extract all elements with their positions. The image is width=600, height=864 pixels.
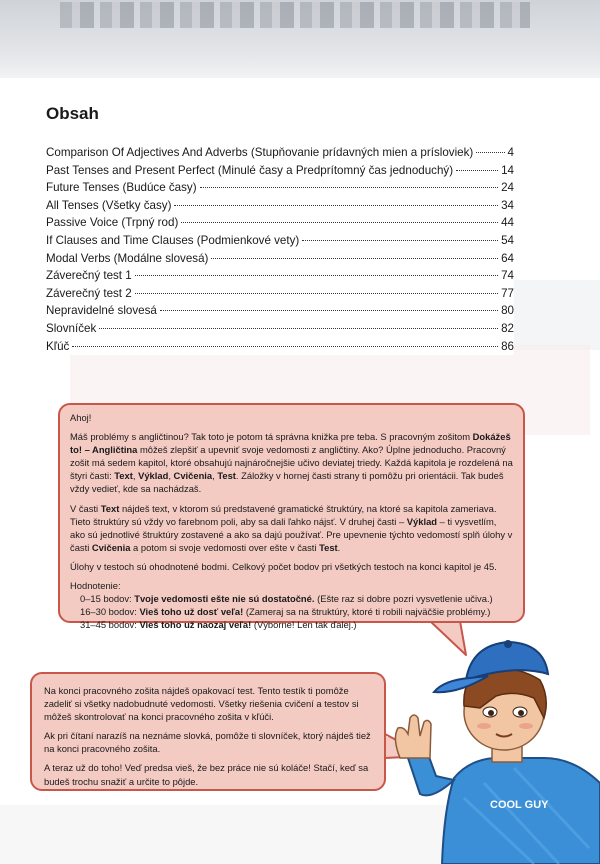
toc-entry (46, 232, 514, 250)
outro-paragraph: Na konci pracovného zošita nájdeš opakovací test. Tento testík ti pomôže zadeliť si všetky nadobudnuté vedomosti. Všetky riešenia cvičení a testov si môžeš skontrolovať na konci pracovného zošita v kľúči. (44, 685, 359, 723)
toc-leader-dots (476, 152, 504, 153)
toc-entry-title: Past Tenses and Present Perfect (Minulé časy a Predprítomný čas jednoduchý) (46, 163, 454, 177)
table-of-contents (46, 104, 514, 355)
toc-entry (46, 302, 514, 320)
toc-entry-title: Future Tenses (Budúce časy) (46, 181, 197, 195)
toc-leader-dots (211, 258, 498, 259)
toc-page-number: 14 (501, 163, 514, 177)
toc-leader-dots (135, 293, 498, 294)
top-page-strip (0, 0, 600, 78)
structure-paragraph: V časti Text nájdeš text, v ktorom sú predstavené gramatické štruktúry, na ktoré sa kapitola zameriava. Tieto štruktúry sú vždy vo farebnom poli, aby sa dali ľahko nájsť. V druhej časti – Výklad – ti vysvetlím, ako sú jednotlivé štruktúry zostavené a ako sa dajú používať. Pre upevnenie týchto vedomostí splň úlohy v časti Cvičenia a potom si svoje vedomosti over ešte v časti Test. (70, 502, 513, 553)
outro-paragraph: A teraz už do toho! Veď predsa vieš, že bez práce nie sú koláče! Stačí, keď sa budeš trochu snažiť a určite to pôjde. (44, 762, 369, 787)
toc-entry-title: Passive Voice (Trpný rod) (46, 216, 179, 230)
toc-page-number: 74 (501, 269, 514, 283)
toc-entry (46, 267, 514, 285)
toc-entry-title: If Clauses and Time Clauses (Podmienkové vety) (46, 233, 300, 247)
points-paragraph: Úlohy v testoch sú ohodnotené bodmi. Celkový počet bodov pri všetkých testoch na konci kapitol je 45. (70, 560, 497, 572)
toc-leader-dots (174, 205, 498, 206)
toc-entry (46, 338, 514, 356)
toc-entry-title: Záverečný test 1 (46, 269, 132, 283)
toc-leader-dots (99, 328, 498, 329)
toc-page-number: 86 (501, 339, 514, 353)
page-title: Obsah (46, 104, 99, 123)
cool-guy-mascot (384, 608, 600, 864)
toc-entry-title: Modal Verbs (Modálne slovesá) (46, 251, 209, 265)
toc-entry (46, 162, 514, 180)
toc-entry (46, 144, 514, 162)
toc-entry-title: All Tenses (Všetky časy) (46, 198, 172, 212)
toc-page-number: 4 (507, 146, 514, 159)
toc-leader-dots (72, 346, 498, 347)
toc-leader-dots (160, 310, 498, 311)
grade-row: 31–45 bodov: Vieš toho už naozaj veľa! (Výborne! Len tak ďalej.) (80, 619, 357, 631)
toc-entry (46, 285, 514, 303)
toc-page-number: 82 (501, 321, 514, 335)
header-artifact (60, 2, 530, 28)
toc-page-number: 64 (501, 251, 514, 265)
intro-paragraph: Máš problémy s angličtinou? Tak toto je potom tá správna knižka pre teba. S pracovným zošitom Dokážeš to! – Angličtina môžeš zlepšiť a upevniť svoje vedomosti z angličtiny. Ako? Úplne jednoducho. Pracovný zošit má sedem kapitol, ktoré obsahujú najnáročnejšie učivo deviatej triedy. Každá kapitola je rozdelená na štyri časti: Text, Výklad, Cvičenia, Test. Záložky v hornej časti strany ti pomôžu pri orientácii. Tak budeš vždy vedieť, kde sa nachádzaš. (70, 431, 513, 495)
toc-leader-dots (135, 275, 498, 276)
grading-title: Hodnotenie: (70, 580, 121, 592)
toc-list (46, 144, 514, 355)
toc-entry-title: Záverečný test 2 (46, 286, 132, 300)
toc-entry (46, 250, 514, 268)
toc-entry (46, 214, 514, 232)
toc-entry-title: Nepravidelné slovesá (46, 304, 157, 318)
toc-page-number: 80 (501, 304, 514, 318)
toc-leader-dots (200, 187, 499, 188)
toc-entry-title: Kľúč (46, 339, 70, 353)
outro-paragraph: Ak pri čítaní narazíš na neznáme slovká, pomôže ti slovníček, ktorý nájdeš tiež na konci pracovného zošita. (44, 730, 371, 755)
toc-page-number: 24 (501, 181, 514, 195)
toc-leader-dots (181, 222, 498, 223)
toc-entry-title: Slovníček (46, 321, 97, 335)
toc-entry (46, 179, 514, 197)
greeting: Ahoj! (70, 412, 92, 423)
shirt-text: COOL GUY (490, 799, 549, 811)
toc-page-number: 34 (501, 198, 514, 212)
intro-speech-bubble (58, 403, 525, 631)
toc-entry-title: Comparison Of Adjectives And Adverbs (Stupňovanie prídavných mien a prísloviek) (46, 146, 474, 159)
toc-entry (46, 197, 514, 215)
toc-page-number: 54 (501, 233, 514, 247)
toc-leader-dots (456, 170, 498, 171)
outro-speech-bubble (30, 672, 386, 791)
grade-row: 0–15 bodov: Tvoje vedomosti ešte nie sú dostatočné. (Ešte raz si dobre pozri vysvetlenie učiva.) (80, 593, 493, 605)
toc-page-number: 44 (501, 216, 514, 230)
toc-page-number: 77 (501, 286, 514, 300)
grade-row: 16–30 bodov: Vieš toho už dosť veľa! (Zameraj sa na štruktúry, ktoré ti robili najväčšie problémy.) (80, 606, 491, 618)
toc-leader-dots (302, 240, 498, 241)
toc-entry (46, 320, 514, 338)
